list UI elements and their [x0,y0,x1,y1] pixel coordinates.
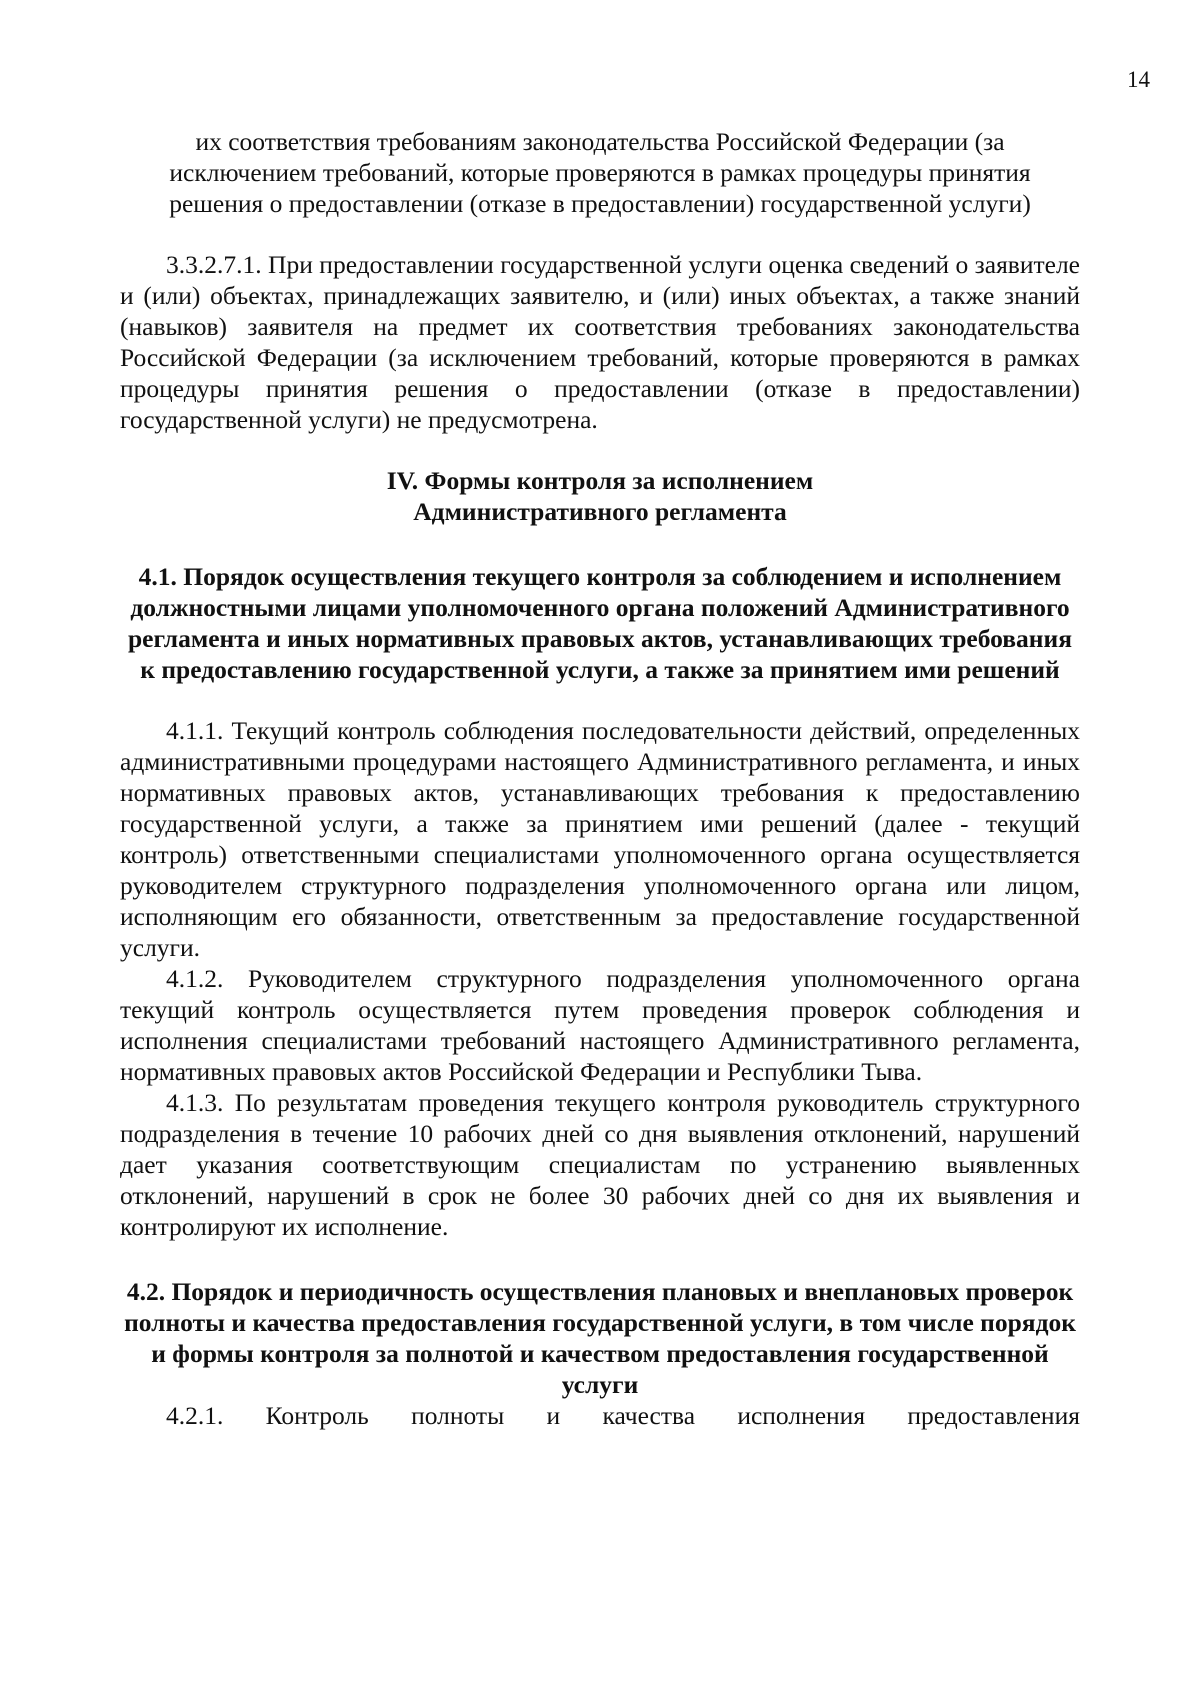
page-number: 14 [1127,67,1150,92]
paragraph-4-1-3: 4.1.3. По результатам проведения текущего контроля руководитель структурного подразделения в течение 10 рабочих дней со дня выявления отклонений, нарушений дает указания соответствующим специалистам по устранению выявленных отклонений, нарушений в срок не более 30 рабочих дней со дня их выявления и контролируют их исполнение. [120,1088,1080,1241]
word: предоставления [907,1401,1080,1430]
word: Контроль [265,1401,369,1430]
word: полноты [411,1401,505,1430]
section-iv-title-line2: Административного регламента [413,497,787,526]
heading-4-1: 4.1. Порядок осуществления текущего контроля за соблюдением и исполнением должностными лицами уполномоченного органа положений Административного регламента и иных нормативных правовых актов, устанавливающих требования к предоставлению государственной услуги, а также за принятием ими решений [128,562,1072,684]
word: исполнения [737,1401,866,1430]
word: и [546,1401,561,1430]
document-body [120,126,1080,1431]
section-iv-title-line1: IV. Формы контроля за исполнением [386,466,814,495]
word: качества [602,1401,696,1430]
paragraph-4-2-1-start [120,1400,1080,1431]
continuation-paragraph: их соответствия требованиям законодательства Российской Федерации (за исключением требований, которые проверяются в рамках процедуры принятия решения о предоставлении (отказе в предоставлении) государственной услуги) [169,127,1031,218]
heading-4-2: 4.2. Порядок и периодичность осуществления плановых и внеплановых проверок полноты и качества предоставления государственной услуги, в том числе порядок и формы контроля за полнотой и качеством предоставления государственной услуги [124,1277,1076,1399]
paragraph-4-1-1: 4.1.1. Текущий контроль соблюдения последовательности действий, определенных административными процедурами настоящего Административного регламента, и иных нормативных правовых актов, устанавливающих требования к предоставлению государственной услуги, а также за принятием ими решений (далее - текущий контроль) ответственными специалистами уполномоченного органа осуществляется руководителем структурного подразделения уполномоченного органа или лицом, исполняющим его обязанности, ответственным за предоставление государственной услуги. [120,716,1080,962]
paragraph-3-3-2-7-1: 3.3.2.7.1. При предоставлении государственной услуги оценка сведений о заявителе и (или) объектах, принадлежащих заявителю, и (или) иных объектах, а также знаний (навыков) заявителя на предмет их соответствия требованиях законодательства Российской Федерации (за исключением требований, которые проверяются в рамках процедуры принятия решения о предоставлении (отказе в предоставлении) государственной услуги) не предусмотрена. [120,250,1080,434]
section-iv-heading [120,465,1080,527]
paragraph-4-1-2: 4.1.2. Руководителем структурного подразделения уполномоченного органа текущий контроль осуществляется путем проведения проверок соблюдения и исполнения специалистами требований настоящего Административного регламента, нормативных правовых актов Российской Федерации и Республики Тыва. [120,964,1080,1086]
word: 4.2.1. [166,1401,224,1430]
